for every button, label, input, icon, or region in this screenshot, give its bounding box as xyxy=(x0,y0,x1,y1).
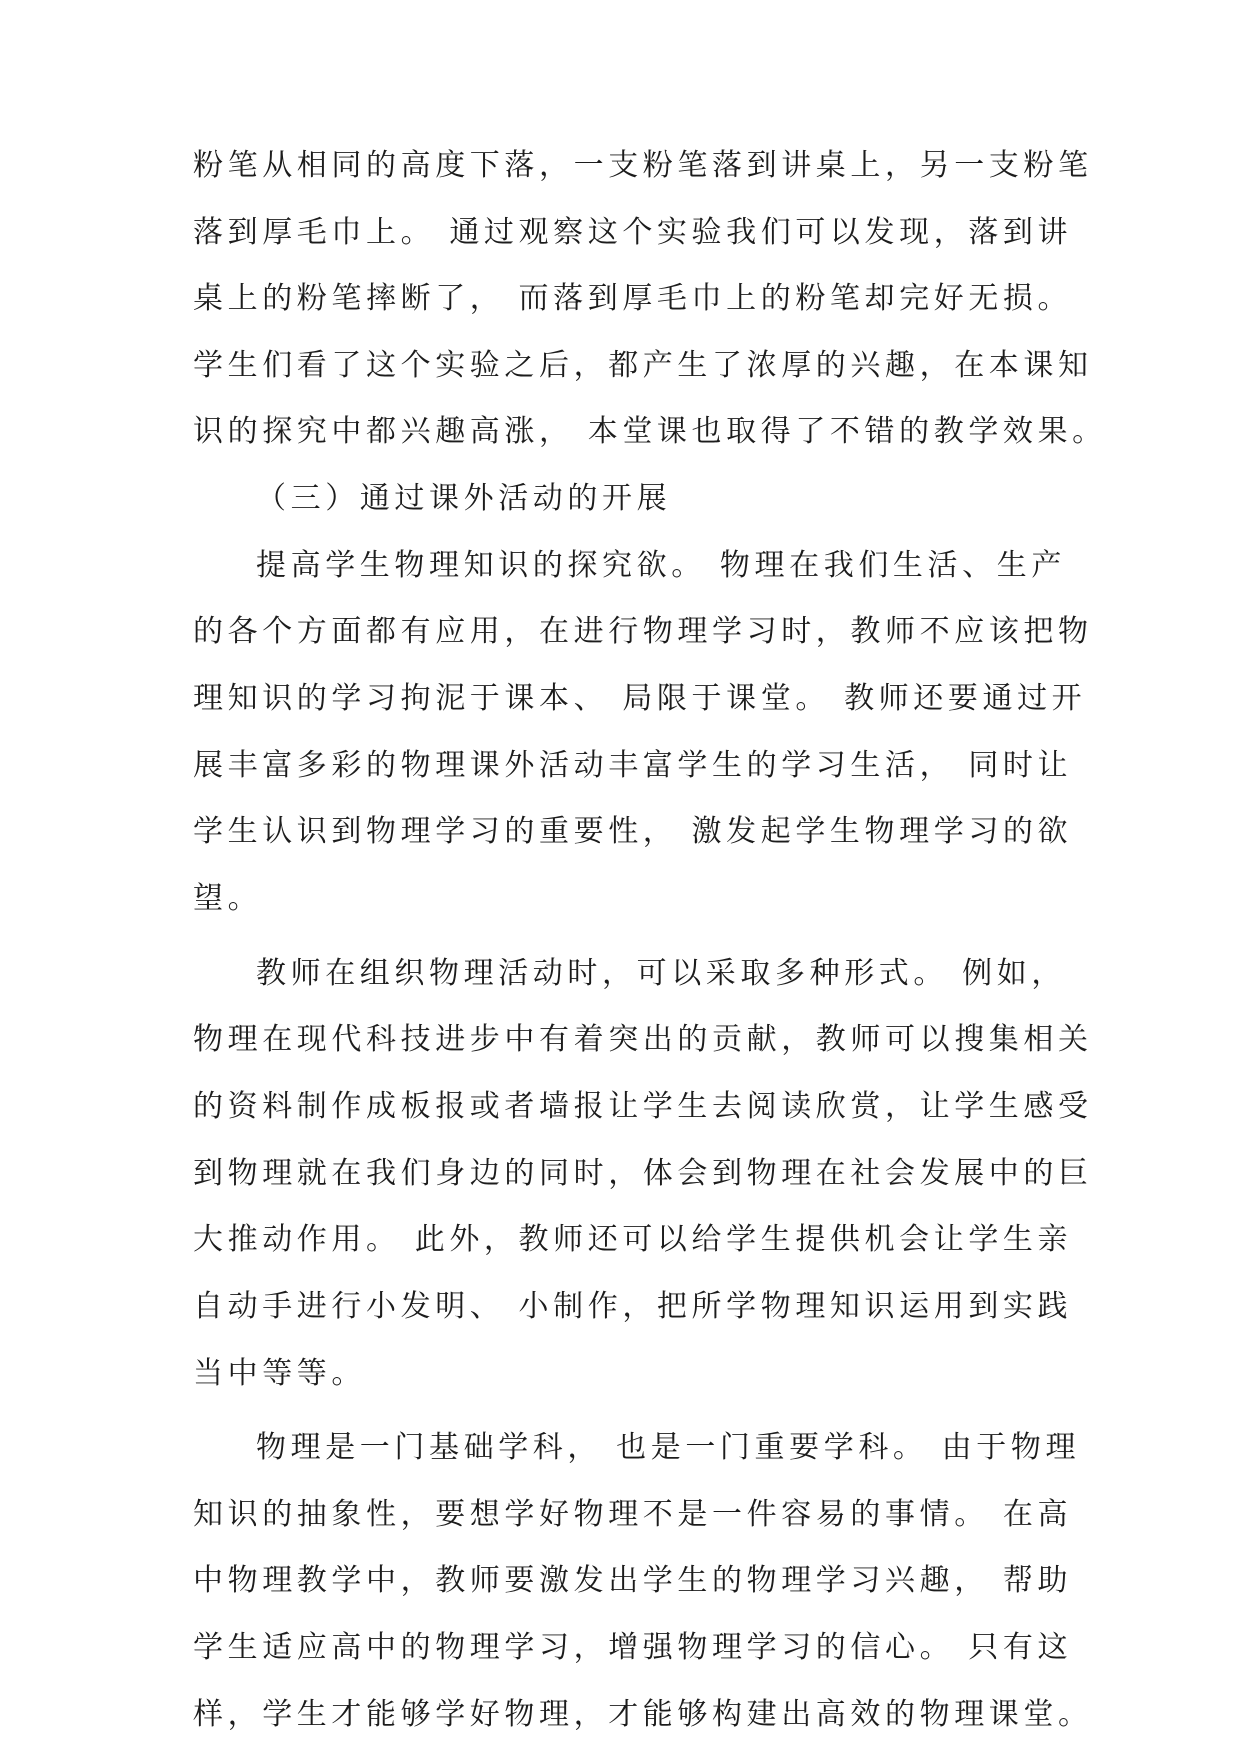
paragraph-line: 大推动作用。 此外，教师还可以给学生提供机会让学生亲 xyxy=(193,1222,1073,1257)
paragraph-line: 识的探究中都兴趣高涨， 本堂课也取得了不错的教学效果。 xyxy=(193,414,1107,449)
paragraph-line: 学生适应高中的物理学习，增强物理学习的信心。 只有这 xyxy=(193,1630,1073,1665)
paragraph-line: 当中等等。 xyxy=(193,1356,366,1391)
paragraph-line: 的各个方面都有应用，在进行物理学习时，教师不应该把物 xyxy=(193,614,1093,649)
paragraph-line: 知识的抽象性，要想学好物理不是一件容易的事情。 在高 xyxy=(193,1497,1073,1532)
paragraph-line: 望。 xyxy=(193,881,263,916)
section-heading: （三）通过课外活动的开展 xyxy=(256,481,672,516)
paragraph-line: 自动手进行小发明、 小制作，把所学物理知识运用到实践 xyxy=(193,1289,1073,1324)
paragraph-line: 到物理就在我们身边的同时，体会到物理在社会发展中的巨 xyxy=(193,1156,1093,1191)
paragraph-line: 落到厚毛巾上。 通过观察这个实验我们可以发现，落到讲 xyxy=(193,215,1073,250)
paragraph-line: 样，学生才能够学好物理，才能够构建出高效的物理课堂。 xyxy=(193,1697,1093,1732)
paragraph-line: 粉笔从相同的高度下落，一支粉笔落到讲桌上，另一支粉笔 xyxy=(193,148,1093,183)
paragraph-line: 学生认识到物理学习的重要性， 激发起学生物理学习的欲 xyxy=(193,814,1073,849)
paragraph-line: 展丰富多彩的物理课外活动丰富学生的学习生活， 同时让 xyxy=(193,748,1073,783)
paragraph-line: 教师在组织物理活动时，可以采取多种形式。 例如， xyxy=(256,956,1066,991)
paragraph-line: 桌上的粉笔摔断了， 而落到厚毛巾上的粉笔却完好无损。 xyxy=(193,281,1073,316)
paragraph-line: 提高学生物理知识的探究欲。 物理在我们生活、生产 xyxy=(256,548,1066,583)
paragraph-line: 物理是一门基础学科， 也是一门重要学科。 由于物理 xyxy=(256,1430,1081,1465)
paragraph-line: 物理在现代科技进步中有着突出的贡献，教师可以搜集相关 xyxy=(193,1022,1093,1057)
paragraph-line: 理知识的学习拘泥于课本、 局限于课堂。 教师还要通过开 xyxy=(193,681,1087,716)
paragraph-line: 的资料制作成板报或者墙报让学生去阅读欣赏，让学生感受 xyxy=(193,1089,1093,1124)
paragraph-line: 中物理教学中，教师要激发出学生的物理学习兴趣， 帮助 xyxy=(193,1563,1073,1598)
paragraph-line: 学生们看了这个实验之后，都产生了浓厚的兴趣，在本课知 xyxy=(193,348,1093,383)
